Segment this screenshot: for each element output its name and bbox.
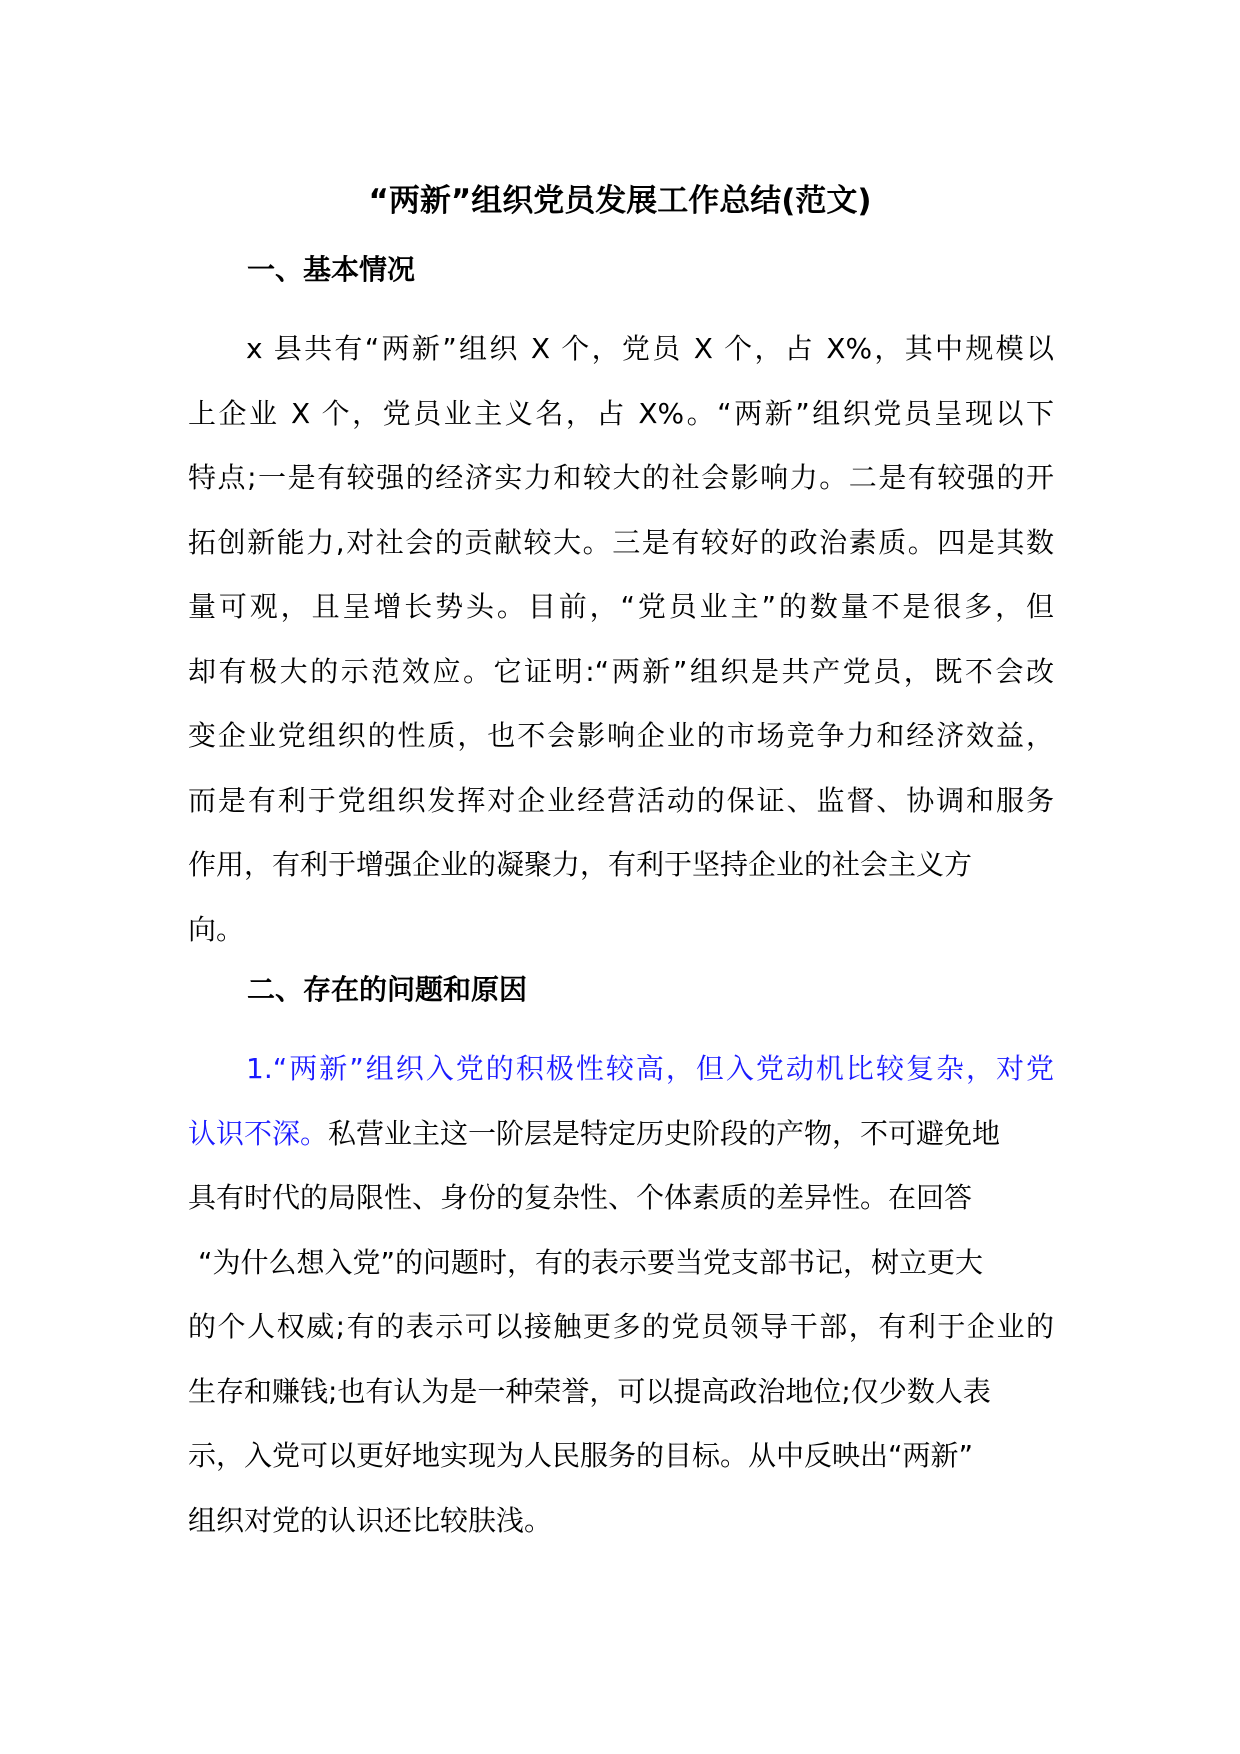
paragraph-line: 量可观，且呈增长势头。目前，“党员业主”的数量不是很多，但 <box>188 590 1054 623</box>
paragraph-line: 特点;一是有较强的经济实力和较大的社会影响力。二是有较强的开 <box>188 461 1054 494</box>
section-heading-problems-and-causes: 二、存在的问题和原因 <box>247 973 528 1006</box>
section-paragraph-basic-situation <box>188 317 1054 962</box>
section-heading-basic-situation: 一、基本情况 <box>247 253 416 286</box>
section-paragraph-problems-and-causes <box>188 1037 1054 1553</box>
emphasis-line: 1.“两新”组织入党的积极性较高，但入党动机比较复杂，对党 <box>246 1052 1054 1085</box>
paragraph-line: 上企业 X 个，党员业主义名，占 X%。“两新”组织党员呈现以下 <box>188 396 1054 430</box>
paragraph-line: 拓创新能力,对社会的贡献较大。三是有较好的政治素质。四是其数 <box>188 525 1054 559</box>
paragraph-line: 组织对党的认识还比较肤浅。 <box>188 1503 553 1537</box>
paragraph-line: “为什么想入党”的问题时，有的表示要当党支部书记，树立更大 <box>198 1245 984 1279</box>
paragraph-line: x 县共有“两新”组织 X 个，党员 X 个，占 X%，其中规模以 <box>246 332 1054 365</box>
paragraph-line: 作用，有利于增强企业的凝聚力，有利于坚持企业的社会主义方 <box>188 848 973 881</box>
paragraph-line: 具有时代的局限性、身份的复杂性、个体素质的差异性。在回答 <box>188 1181 973 1214</box>
document-title: “两新”组织党员发展工作总结(范文) <box>368 183 872 219</box>
paragraph-line: 向。 <box>188 912 245 946</box>
paragraph-line: 却有极大的示范效应。它证明:“两新”组织是共产党员，既不会改 <box>188 654 1054 688</box>
paragraph-line: 而是有利于党组织发挥对企业经营活动的保证、监督、协调和服务 <box>188 783 1054 817</box>
paragraph-text: 私营业主这一阶层是特定历史阶段的产物，不可避免地 <box>328 1116 1001 1150</box>
paragraph-line: 生存和赚钱;也有认为是一种荣誉，可以提高政治地位;仅少数人表 <box>188 1374 991 1408</box>
paragraph-line-mixed <box>188 1102 1054 1167</box>
emphasis-text: 认识不深。 <box>188 1116 329 1150</box>
paragraph-line: 的个人权威;有的表示可以接触更多的党员领导干部，有利于企业的 <box>188 1310 1054 1343</box>
paragraph-line: 示，入党可以更好地实现为人民服务的目标。从中反映出“两新” <box>188 1439 974 1472</box>
paragraph-line: 变企业党组织的性质，也不会影响企业的市场竞争力和经济效益， <box>188 719 1054 752</box>
